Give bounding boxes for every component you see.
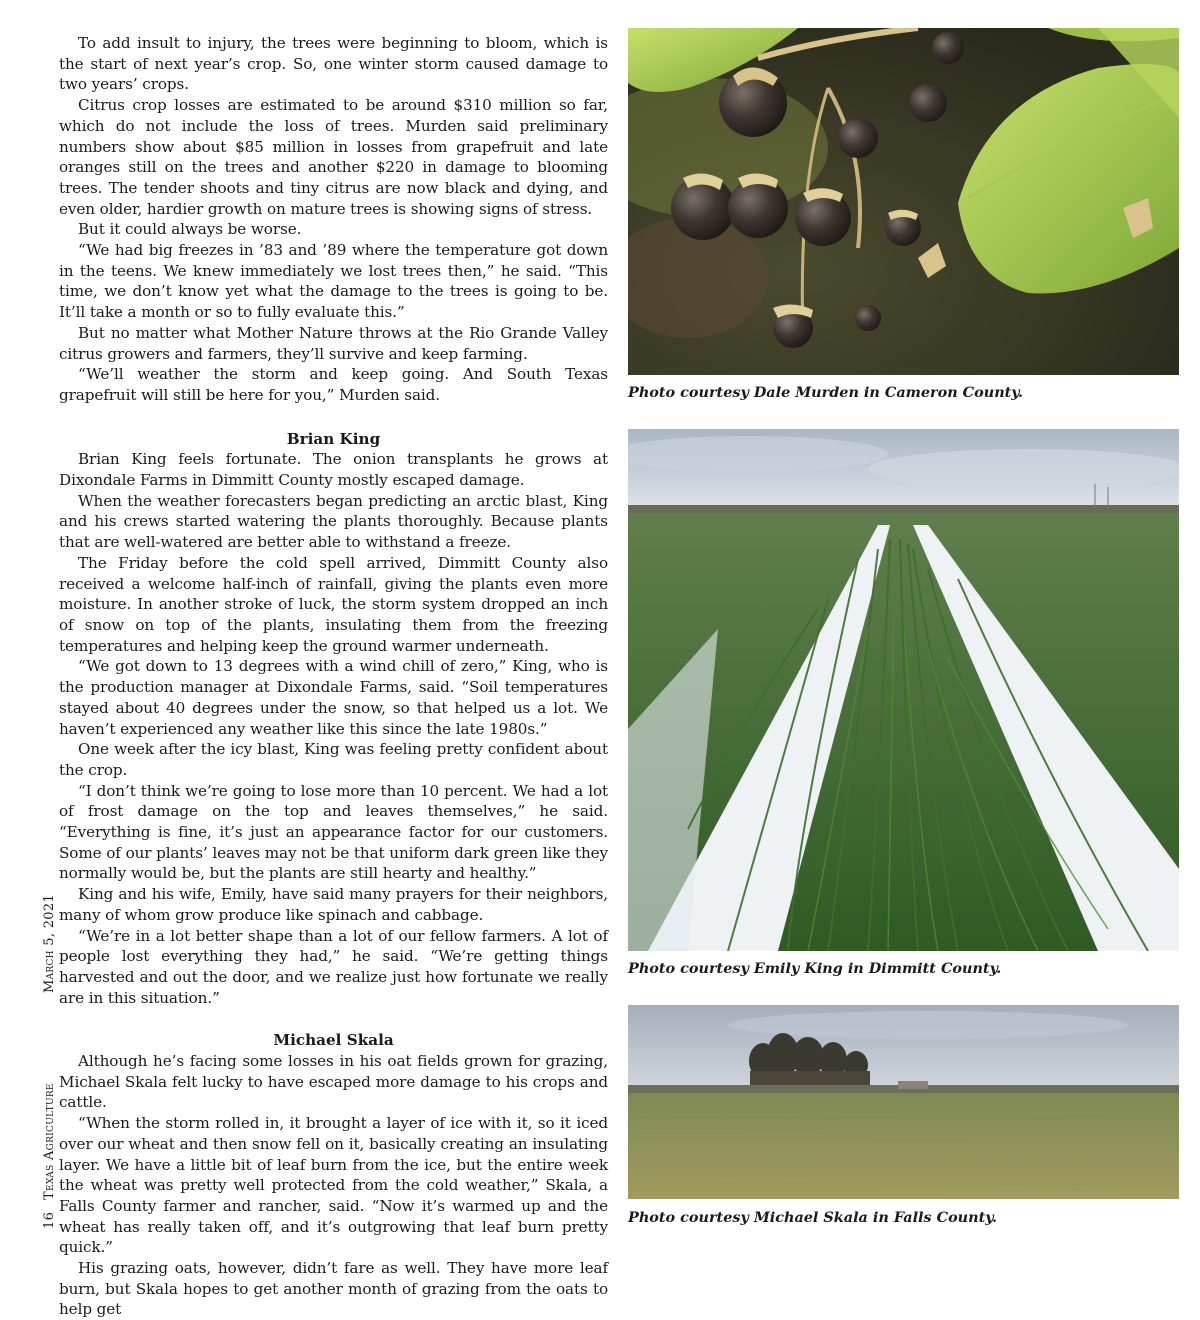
article-paragraph: Citrus crop losses are estimated to be around $310 million so far, which do not include the loss of trees. Murden said preliminary numbers show about $85 million in losses from grapefruit and late oranges still on the trees and another $220 in damage to blooming trees. The tender shoots and tiny citrus are now black and dying, and even older, hardier growth on mature trees is showing signs of stress. bbox=[59, 96, 608, 218]
photo-caption: Photo courtesy Emily King in Dimmitt County. bbox=[628, 960, 1002, 977]
article-paragraph: The Friday before the cold spell arrived, Dimmitt County also received a welcome half-inch of rainfall, giving the plants even more moisture. In another stroke of luck, the storm system dropped an inch of snow on top of the plants, insulating them from the freezing temperatures and helping keep the ground warmer underneath. bbox=[59, 553, 608, 655]
article-body bbox=[59, 33, 608, 1320]
article-paragraph: One week after the icy blast, King was feeling pretty confident about the crop. bbox=[59, 740, 608, 779]
photo-caption: Photo courtesy Dale Murden in Cameron County. bbox=[628, 384, 1024, 401]
article-paragraph: “When the storm rolled in, it brought a layer of ice with it, so it iced over our wheat and then snow fell on it, basically creating an insulating layer. We have a little bit of leaf burn from the ice, but the entire week the wheat was pretty well protected from the cold weather,” Skala, a Falls County farmer and rancher, said. “Now it’s warmed up and the wheat has really taken off, and it’s outgrowing that leaf burn pretty quick.” bbox=[59, 1114, 608, 1257]
onion-field-snow-photo bbox=[628, 429, 1179, 951]
article-paragraph: Brian King feels fortunate. The onion transplants he grows at Dixondale Farms in Dimmitt County mostly escaped damage. bbox=[59, 450, 608, 490]
issue-date: March 5, 2021 bbox=[42, 894, 57, 993]
article-paragraph: “I don’t think we’re going to lose more than 10 percent. We had a lot of frost damage on the top and leaves themselves,” he said. “Everything is fine, it’s just an appearance factor for our customers. Some of our plants’ leaves may not be that uniform dark green like they normally would be, but the plants are still hearty and healthy.” bbox=[59, 781, 608, 883]
article-paragraph: King and his wife, Emily, have said many prayers for their neighbors, many of whom grow produce like spinach and cabbage. bbox=[59, 885, 608, 924]
page-number: 16 bbox=[42, 1211, 57, 1229]
section-heading-michael-skala: Michael Skala bbox=[273, 1031, 394, 1050]
article-paragraph: “We got down to 13 degrees with a wind chill of zero,” King, who is the production manager at Dixondale Farms, said. “Soil temperatures stayed about 40 degrees under the snow, so that helped us a lot. We haven’t experienced any weather like this since the late 1980s.” bbox=[59, 657, 608, 738]
page-sidebar bbox=[40, 894, 57, 1235]
section-heading-brian-king: Brian King bbox=[286, 429, 381, 448]
article-paragraph: “We had big freezes in ’83 and ’89 where the temperature got down in the teens. We knew immediately we lost trees then,” he said. “This time, we don’t know yet what the damage to the trees is going to be. It’ll take a month or so to fully evaluate this.” bbox=[59, 241, 608, 322]
article-paragraph: But it could always be worse. bbox=[78, 220, 302, 239]
article-paragraph: “We’re in a lot better shape than a lot of our fellow farmers. A lot of people lost everything they had,” he said. “We’re getting things harvested and out the door, and we realize just how fortunate we really are in this situation.” bbox=[59, 926, 608, 1007]
article-paragraph: “We’ll weather the storm and keep going. And South Texas grapefruit will still be here for you,” Murden said. bbox=[59, 365, 608, 404]
article-paragraph: When the weather forecasters began predicting an arctic blast, King and his crews started watering the plants thoroughly. Because plants that are well-watered are better able to withstand a freeze. bbox=[59, 491, 608, 552]
article-paragraph: His grazing oats, however, didn’t fare as well. They have more leaf burn, but Skala hopes to get another month of grazing from the oats to help get bbox=[59, 1259, 608, 1319]
article-paragraph: To add insult to injury, the trees were beginning to bloom, which is the start of next year’s crop. So, one winter storm caused damage to two years’ crops. bbox=[59, 34, 608, 94]
oat-field-photo bbox=[628, 1005, 1179, 1199]
publication-name: Texas Agriculture bbox=[42, 1083, 57, 1200]
photo-caption: Photo courtesy Michael Skala in Falls County. bbox=[628, 1209, 997, 1226]
article-paragraph: Although he’s facing some losses in his oat fields grown for grazing, Michael Skala felt lucky to have escaped more damage to his crops and cattle. bbox=[59, 1052, 608, 1112]
citrus-bloom-photo bbox=[628, 28, 1179, 375]
article-paragraph: But no matter what Mother Nature throws at the Rio Grande Valley citrus growers and farmers, they’ll survive and keep farming. bbox=[59, 323, 608, 363]
